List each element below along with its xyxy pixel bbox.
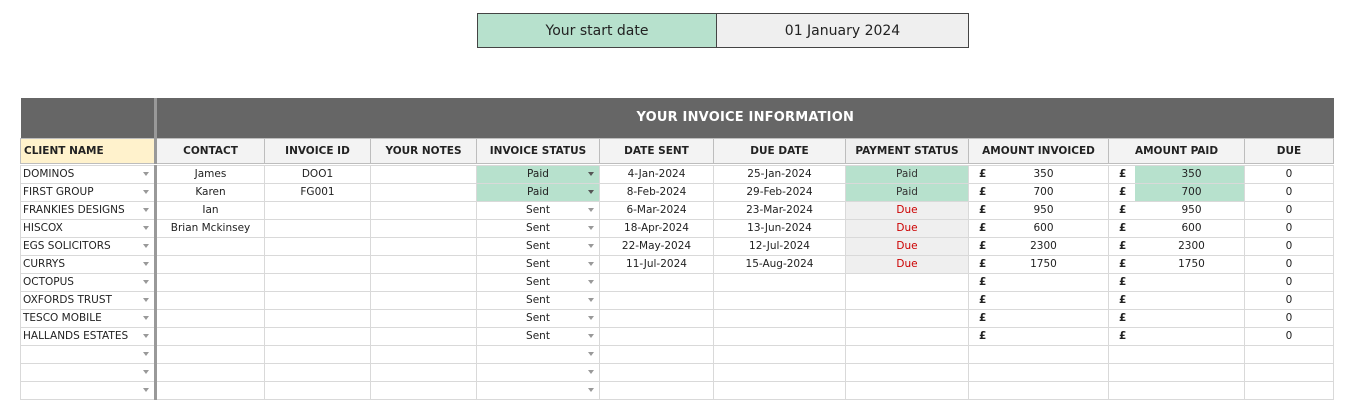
amount-invoiced-cell[interactable] (969, 363, 1109, 381)
due-date-cell: 25-Jan-2024 (714, 165, 846, 183)
notes-cell[interactable] (371, 291, 477, 309)
due-cell: 0 (1245, 327, 1334, 345)
contact-cell[interactable] (156, 381, 265, 399)
currency-symbol: £ (979, 185, 987, 198)
currency-symbol: £ (1119, 275, 1127, 288)
currency-symbol: £ (1119, 221, 1127, 234)
invoice-id-cell[interactable] (265, 345, 371, 363)
currency-symbol: £ (1119, 293, 1127, 306)
amount-paid-cell[interactable] (1109, 309, 1245, 327)
payment-status-cell: Due (846, 237, 969, 255)
notes-cell[interactable] (371, 183, 477, 201)
dropdown-arrow-icon[interactable] (588, 262, 594, 266)
invoice-status-value: Sent (526, 222, 550, 234)
notes-cell[interactable] (371, 273, 477, 291)
invoice-status-value: Paid (527, 186, 549, 198)
currency-symbol: £ (1119, 167, 1127, 180)
invoice-id-cell[interactable]: FG001 (265, 183, 371, 201)
amount-invoiced-cell[interactable] (969, 237, 1109, 255)
invoice-id-cell[interactable] (265, 237, 371, 255)
date-sent-cell[interactable]: 22-May-2024 (600, 237, 714, 255)
dropdown-arrow-icon[interactable] (588, 388, 594, 392)
invoice-status-value: Sent (526, 276, 550, 288)
invoice-id-cell[interactable]: DOO1 (265, 165, 371, 183)
contact-cell[interactable] (156, 255, 265, 273)
payment-status-cell: Due (846, 255, 969, 273)
table-row (21, 273, 1334, 291)
contact-cell[interactable]: Brian Mckinsey (156, 219, 265, 237)
currency-symbol: £ (1119, 329, 1127, 342)
contact-cell[interactable]: Karen (156, 183, 265, 201)
currency-symbol: £ (979, 203, 987, 216)
contact-cell[interactable]: Ian (156, 201, 265, 219)
dropdown-arrow-icon[interactable] (588, 172, 594, 176)
dropdown-arrow-icon[interactable] (588, 334, 594, 338)
dropdown-arrow-icon[interactable] (588, 280, 594, 284)
client-name: CURRYS (23, 258, 66, 270)
dropdown-arrow-icon[interactable] (143, 244, 149, 248)
dropdown-arrow-icon[interactable] (143, 388, 149, 392)
invoice-id-cell[interactable] (265, 363, 371, 381)
date-sent-cell[interactable]: 18-Apr-2024 (600, 219, 714, 237)
due-date-cell: 15-Aug-2024 (714, 255, 846, 273)
dropdown-arrow-icon[interactable] (588, 226, 594, 230)
dropdown-arrow-icon[interactable] (588, 298, 594, 302)
client-name: HALLANDS ESTATES (23, 330, 129, 342)
due-cell: 0 (1245, 273, 1334, 291)
currency-symbol: £ (1119, 239, 1127, 252)
client-name: DOMINOS (23, 168, 75, 180)
header-client-name: CLIENT NAME (21, 138, 156, 163)
table-row (21, 291, 1334, 309)
due-cell: 0 (1245, 255, 1334, 273)
payment-status-cell: Due (846, 219, 969, 237)
amount-invoiced-cell[interactable] (969, 201, 1109, 219)
due-date-cell: 13-Jun-2024 (714, 219, 846, 237)
due-cell: 0 (1245, 309, 1334, 327)
payment-status-cell (846, 273, 969, 291)
header-date-sent: DATE SENT (600, 138, 714, 163)
amount-paid-value: 600 (1181, 222, 1202, 234)
contact-cell[interactable] (156, 309, 265, 327)
amount-paid-cell[interactable] (1109, 183, 1245, 201)
currency-symbol: £ (979, 239, 987, 252)
table-row (21, 237, 1334, 255)
due-date-cell: 29-Feb-2024 (714, 183, 846, 201)
client-name-cell[interactable] (21, 327, 156, 345)
contact-cell[interactable] (156, 273, 265, 291)
amount-invoiced-cell[interactable] (969, 381, 1109, 399)
due-date-cell: 12-Jul-2024 (714, 237, 846, 255)
amount-paid-cell[interactable] (1109, 237, 1245, 255)
table-row (21, 255, 1334, 273)
due-date-cell (714, 273, 846, 291)
amount-paid-value: 350 (1181, 168, 1202, 180)
client-name-cell[interactable] (21, 309, 156, 327)
header-invoice-id: INVOICE ID (265, 138, 371, 163)
table-row (21, 363, 1334, 381)
contact-cell[interactable] (156, 345, 265, 363)
invoice-status-value: Sent (526, 240, 550, 252)
amount-paid-cell[interactable] (1109, 219, 1245, 237)
dropdown-arrow-icon[interactable] (143, 298, 149, 302)
amount-invoiced-cell[interactable] (969, 291, 1109, 309)
notes-cell[interactable] (371, 219, 477, 237)
title-corner (21, 98, 156, 138)
dropdown-arrow-icon[interactable] (143, 208, 149, 212)
invoice-status-cell[interactable] (477, 363, 600, 381)
amount-invoiced-cell[interactable] (969, 219, 1109, 237)
date-sent-cell[interactable]: 4-Jan-2024 (600, 165, 714, 183)
amount-paid-cell[interactable] (1109, 363, 1245, 381)
amount-invoiced-cell[interactable] (969, 309, 1109, 327)
currency-symbol: £ (979, 221, 987, 234)
currency-symbol: £ (1119, 257, 1127, 270)
client-name: FRANKIES DESIGNS (23, 204, 125, 216)
amount-invoiced-cell[interactable] (969, 273, 1109, 291)
payment-status-cell (846, 291, 969, 309)
date-sent-cell[interactable] (600, 291, 714, 309)
header-amount-paid: AMOUNT PAID (1109, 138, 1245, 163)
due-date-cell (714, 327, 846, 345)
date-sent-cell[interactable]: 11-Jul-2024 (600, 255, 714, 273)
notes-cell[interactable] (371, 381, 477, 399)
amount-paid-cell[interactable] (1109, 273, 1245, 291)
currency-symbol: £ (1119, 185, 1127, 198)
invoice-status-cell[interactable] (477, 183, 600, 201)
invoice-id-cell[interactable] (265, 201, 371, 219)
date-sent-cell[interactable] (600, 327, 714, 345)
notes-cell[interactable] (371, 309, 477, 327)
invoice-status-value: Sent (526, 258, 550, 270)
invoice-status-value: Paid (527, 168, 549, 180)
due-date-cell (714, 381, 846, 399)
invoice-table (20, 98, 1334, 400)
invoice-status-cell[interactable] (477, 237, 600, 255)
header-row (21, 138, 1334, 163)
invoice-status-cell[interactable] (477, 219, 600, 237)
invoice-id-cell[interactable] (265, 219, 371, 237)
client-name: EGS SOLICITORS (23, 240, 111, 252)
table-row (21, 165, 1334, 183)
notes-cell[interactable] (371, 345, 477, 363)
dropdown-arrow-icon[interactable] (143, 172, 149, 176)
currency-symbol: £ (979, 275, 987, 288)
amount-invoiced-cell[interactable] (969, 183, 1109, 201)
invoice-status-cell[interactable] (477, 255, 600, 273)
invoice-status-cell[interactable] (477, 381, 600, 399)
amount-paid-value: 950 (1181, 204, 1202, 216)
invoice-id-cell[interactable] (265, 309, 371, 327)
table-row (21, 381, 1334, 399)
client-name: HISCOX (23, 222, 63, 234)
notes-cell[interactable] (371, 327, 477, 345)
client-name-cell[interactable] (21, 237, 156, 255)
table-row (21, 219, 1334, 237)
due-cell (1245, 345, 1334, 363)
client-name-cell[interactable] (21, 363, 156, 381)
payment-status-cell: Paid (846, 165, 969, 183)
header-due-date: DUE DATE (714, 138, 846, 163)
dropdown-arrow-icon[interactable] (143, 280, 149, 284)
table-row (21, 201, 1334, 219)
payment-status-cell (846, 309, 969, 327)
invoice-status-value: Sent (526, 330, 550, 342)
client-name: OXFORDS TRUST (23, 294, 112, 306)
payment-status-cell: Paid (846, 183, 969, 201)
header-amount-invoiced: AMOUNT INVOICED (969, 138, 1109, 163)
table-row (21, 345, 1334, 363)
dropdown-arrow-icon[interactable] (588, 208, 594, 212)
dropdown-arrow-icon[interactable] (588, 352, 594, 356)
invoice-id-cell[interactable] (265, 291, 371, 309)
invoice-status-cell[interactable] (477, 291, 600, 309)
due-cell: 0 (1245, 291, 1334, 309)
client-name-cell[interactable] (21, 201, 156, 219)
notes-cell[interactable] (371, 237, 477, 255)
invoice-status-value: Sent (526, 294, 550, 306)
payment-status-cell (846, 327, 969, 345)
date-sent-cell[interactable] (600, 345, 714, 363)
due-date-cell: 23-Mar-2024 (714, 201, 846, 219)
amount-invoiced-value: 1750 (1030, 258, 1057, 270)
amount-invoiced-cell[interactable] (969, 165, 1109, 183)
due-date-cell (714, 363, 846, 381)
currency-symbol: £ (979, 329, 987, 342)
contact-cell[interactable] (156, 291, 265, 309)
dropdown-arrow-icon[interactable] (588, 316, 594, 320)
dropdown-arrow-icon[interactable] (143, 352, 149, 356)
amount-invoiced-cell[interactable] (969, 327, 1109, 345)
currency-symbol: £ (1119, 311, 1127, 324)
amount-invoiced-value: 2300 (1030, 240, 1057, 252)
banner-title: YOUR INVOICE INFORMATION (156, 98, 1334, 138)
invoice-id-cell[interactable] (265, 255, 371, 273)
date-sent-cell[interactable] (600, 309, 714, 327)
dropdown-arrow-icon[interactable] (143, 334, 149, 338)
date-sent-cell[interactable] (600, 273, 714, 291)
dropdown-arrow-icon[interactable] (143, 190, 149, 194)
amount-invoiced-value: 350 (1033, 168, 1054, 180)
dropdown-arrow-icon[interactable] (143, 262, 149, 266)
due-cell: 0 (1245, 183, 1334, 201)
client-name: OCTOPUS (23, 276, 74, 288)
invoice-sheet (20, 98, 1333, 400)
contact-cell[interactable] (156, 237, 265, 255)
due-cell: 0 (1245, 237, 1334, 255)
amount-paid-cell[interactable] (1109, 345, 1245, 363)
client-name-cell[interactable] (21, 165, 156, 183)
client-name-cell[interactable] (21, 255, 156, 273)
client-name-cell[interactable] (21, 183, 156, 201)
client-name-cell[interactable] (21, 219, 156, 237)
invoice-status-cell[interactable] (477, 201, 600, 219)
amount-paid-cell[interactable] (1109, 291, 1245, 309)
amount-paid-cell[interactable] (1109, 255, 1245, 273)
contact-cell[interactable] (156, 327, 265, 345)
amount-invoiced-value: 600 (1033, 222, 1054, 234)
amount-paid-cell[interactable] (1109, 201, 1245, 219)
currency-symbol: £ (979, 257, 987, 270)
invoice-status-cell[interactable] (477, 165, 600, 183)
table-row (21, 309, 1334, 327)
payment-status-cell: Due (846, 201, 969, 219)
invoice-status-value: Sent (526, 312, 550, 324)
due-cell: 0 (1245, 201, 1334, 219)
currency-symbol: £ (979, 311, 987, 324)
notes-cell[interactable] (371, 255, 477, 273)
amount-invoiced-cell[interactable] (969, 255, 1109, 273)
start-date-label: Your start date (478, 14, 717, 47)
amount-paid-cell[interactable] (1109, 165, 1245, 183)
contact-cell[interactable]: James (156, 165, 265, 183)
due-date-cell (714, 309, 846, 327)
invoice-status-cell[interactable] (477, 327, 600, 345)
client-name-cell[interactable] (21, 273, 156, 291)
date-sent-cell[interactable] (600, 381, 714, 399)
invoice-status-cell[interactable] (477, 309, 600, 327)
table-row (21, 327, 1334, 345)
dropdown-arrow-icon[interactable] (143, 316, 149, 320)
client-name-cell[interactable] (21, 345, 156, 363)
table-row (21, 183, 1334, 201)
date-sent-cell[interactable] (600, 363, 714, 381)
client-name-cell[interactable] (21, 381, 156, 399)
payment-status-cell (846, 363, 969, 381)
header-due: DUE (1245, 138, 1334, 163)
header-invoice-status: INVOICE STATUS (477, 138, 600, 163)
title-row (21, 98, 1334, 138)
due-cell: 0 (1245, 219, 1334, 237)
invoice-id-cell[interactable] (265, 381, 371, 399)
due-cell: 0 (1245, 165, 1334, 183)
invoice-status-value: Sent (526, 204, 550, 216)
notes-cell[interactable] (371, 363, 477, 381)
currency-symbol: £ (979, 293, 987, 306)
client-name: TESCO MOBILE (23, 312, 102, 324)
amount-paid-cell[interactable] (1109, 381, 1245, 399)
currency-symbol: £ (979, 167, 987, 180)
notes-cell[interactable] (371, 165, 477, 183)
start-date-box (477, 13, 969, 48)
payment-status-cell (846, 345, 969, 363)
due-date-cell (714, 345, 846, 363)
client-name: FIRST GROUP (23, 186, 94, 198)
amount-invoiced-cell[interactable] (969, 345, 1109, 363)
contact-cell[interactable] (156, 363, 265, 381)
notes-cell[interactable] (371, 201, 477, 219)
header-payment-status: PAYMENT STATUS (846, 138, 969, 163)
amount-paid-value: 1750 (1178, 258, 1205, 270)
invoice-id-cell[interactable] (265, 327, 371, 345)
amount-invoiced-value: 700 (1033, 186, 1054, 198)
payment-status-cell (846, 381, 969, 399)
amount-paid-value: 2300 (1178, 240, 1205, 252)
currency-symbol: £ (1119, 203, 1127, 216)
dropdown-arrow-icon[interactable] (143, 226, 149, 230)
header-notes: YOUR NOTES (371, 138, 477, 163)
dropdown-arrow-icon[interactable] (588, 370, 594, 374)
due-cell (1245, 363, 1334, 381)
start-date-value[interactable]: 01 January 2024 (717, 14, 968, 47)
dropdown-arrow-icon[interactable] (588, 244, 594, 248)
amount-paid-value: 700 (1181, 186, 1202, 198)
due-date-cell (714, 291, 846, 309)
dropdown-arrow-icon[interactable] (588, 190, 594, 194)
dropdown-arrow-icon[interactable] (143, 370, 149, 374)
due-cell (1245, 381, 1334, 399)
client-name-cell[interactable] (21, 291, 156, 309)
amount-invoiced-value: 950 (1033, 204, 1054, 216)
date-sent-cell[interactable]: 6-Mar-2024 (600, 201, 714, 219)
invoice-id-cell[interactable] (265, 273, 371, 291)
date-sent-cell[interactable]: 8-Feb-2024 (600, 183, 714, 201)
header-contact: CONTACT (156, 138, 265, 163)
invoice-status-cell[interactable] (477, 273, 600, 291)
amount-paid-cell[interactable] (1109, 327, 1245, 345)
invoice-status-cell[interactable] (477, 345, 600, 363)
